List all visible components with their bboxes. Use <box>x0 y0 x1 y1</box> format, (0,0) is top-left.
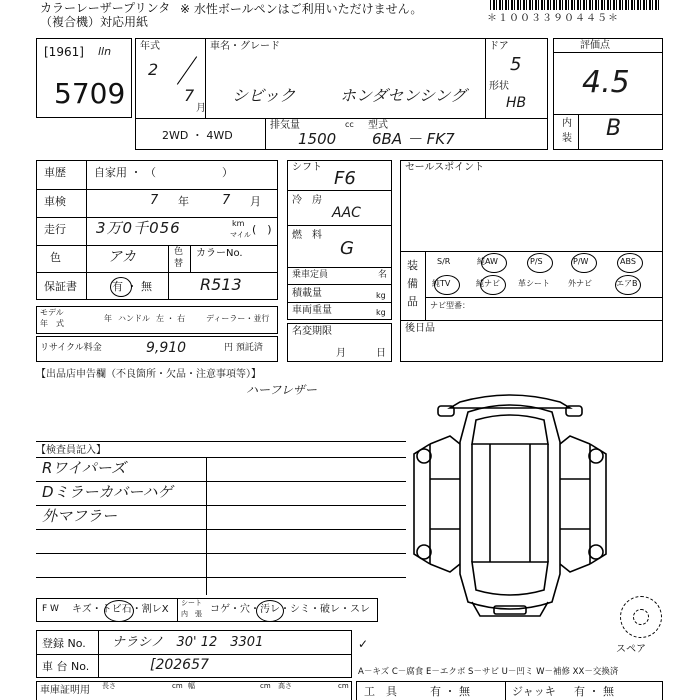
equip-leather: 革シート <box>518 279 550 288</box>
color-change-label-2: 替 <box>174 259 184 269</box>
color-label: 色 <box>50 251 61 264</box>
ac-value: AAC <box>332 205 361 221</box>
score-value: 4.5 <box>582 65 630 100</box>
interior-value: B <box>606 116 622 141</box>
equipment-label-2: 備 <box>407 277 418 290</box>
interior-label-1: 内 <box>562 118 572 129</box>
door-label: ドア <box>489 41 509 52</box>
inspector-line-3: 外マフラー <box>42 507 118 525</box>
cert-width-unit: cm <box>260 682 271 690</box>
cert-length: 長さ <box>102 682 116 690</box>
circle-pw <box>571 253 597 273</box>
interior-label-2: 装 <box>562 133 572 144</box>
cert-height: 高さ <box>278 682 292 690</box>
mileage-unit-mile: マイル <box>230 231 251 239</box>
fw-label: F W <box>42 604 59 614</box>
capacity-unit: 名 <box>378 270 388 280</box>
equip-aw: 純AW <box>477 257 498 266</box>
recycle-label: リサイクル料金 <box>40 343 102 353</box>
model-year-label-1: モデル <box>40 308 64 317</box>
lot-number: 5709 <box>54 77 126 110</box>
equip-pw: P/W <box>573 257 589 266</box>
tools-box <box>356 681 663 700</box>
year-label: 年式 <box>140 41 160 52</box>
inspector-label: 【検査員記入】 <box>36 445 106 456</box>
inspector-line-2: Dミラーカバーハゲ <box>42 483 173 501</box>
equip-ps: P/S <box>530 257 543 266</box>
displacement-label: 排気量 <box>270 120 300 131</box>
equipment-label-1: 装 <box>407 259 418 272</box>
color-no-label: カラーNo. <box>196 248 243 259</box>
equip-sr: S/R <box>437 257 451 266</box>
shift-value: F6 <box>334 168 356 189</box>
damage-legend: A－キズ C－腐食 E－エクボ S－サビ U－凹ミ W－補修 XX－交換済 <box>358 667 619 677</box>
inspection-month: 7 <box>222 193 231 208</box>
name-label: 車名・グレード <box>210 41 280 52</box>
inspection-label: 車検 <box>44 195 66 208</box>
printer-note-line2: （複合機）対応用紙 <box>40 15 149 29</box>
name-value: シビック <box>232 86 296 105</box>
door-value: 5 <box>510 54 522 75</box>
model-year-label-2: 年 式 <box>40 319 64 328</box>
navi-type-label: ナビ型番： <box>430 301 470 310</box>
expiry-label: 名変期限 <box>292 326 332 337</box>
circle-ps <box>527 253 553 273</box>
fw-value: キズ・トビ石・割レX <box>72 604 169 615</box>
seat-value: コゲ・穴・汚レ・シミ・破レ・スレ <box>210 604 370 615</box>
usage-label: 車歴 <box>44 166 66 179</box>
circle-aw <box>481 253 507 273</box>
jack-label: ジャッキ <box>512 685 556 698</box>
circle-navi <box>480 275 506 295</box>
inspection-year: 7 <box>150 193 159 208</box>
declaration-label: 【出品店申告欄（不良箇所・欠品・注意事項等）】 <box>36 369 261 380</box>
ink-notice: ※ 水性ボールペンはご利用いただけません。 <box>180 2 423 16</box>
later-date-label: 後日品 <box>405 323 435 334</box>
year-value: 2 <box>148 60 159 79</box>
equip-ext-navi: 外ナビ <box>568 279 592 288</box>
car-damage-diagram <box>410 384 620 624</box>
load-label: 積載量 <box>292 288 322 299</box>
circle-stain <box>256 600 284 622</box>
model-year-unit: 年 <box>104 314 112 323</box>
spare-label: スペア <box>616 644 646 655</box>
mileage-paren: ( ) <box>252 223 272 236</box>
mileage-value: 3万0千056 <box>96 219 181 237</box>
equipment-label-3: 品 <box>407 295 418 308</box>
lot-suffix: lln <box>98 45 112 58</box>
sales-point-label: セールスポイント <box>405 162 485 173</box>
ac-label: 冷 房 <box>292 195 322 206</box>
circle-abs <box>617 253 643 273</box>
circle-airbag <box>615 275 641 295</box>
fuel-label: 燃 料 <box>292 230 322 241</box>
cert-height-unit: cm <box>338 682 349 690</box>
model-label: 型式 <box>368 120 388 131</box>
drive-type: 2WD ・ 4WD <box>162 129 233 142</box>
lot-code: [1961] <box>44 45 84 59</box>
weight-unit: kg <box>376 308 386 317</box>
shape-label: 形状 <box>489 81 509 92</box>
declaration-note: ハーフレザー <box>246 383 317 397</box>
seat-label-2: 内 張 <box>181 610 202 618</box>
equip-navi: 純ナビ <box>476 279 500 288</box>
color-no-value: R513 <box>200 275 242 294</box>
circle-tobiishi <box>104 600 134 622</box>
inspection-month-unit: 月 <box>250 195 261 208</box>
equip-airbag: エアB <box>616 279 638 288</box>
reg-label: 登録 No. <box>42 637 86 650</box>
recycle-value: 9,910 <box>146 340 187 356</box>
month-value: 7 <box>184 86 195 105</box>
mileage-unit-km: km <box>232 219 245 228</box>
shift-label: シフト <box>292 162 322 173</box>
circle-tv <box>434 275 460 295</box>
displacement-unit: cc <box>345 120 354 129</box>
weight-label: 車両重量 <box>292 305 332 316</box>
grade-value: ホンダセンシング <box>340 86 467 105</box>
shape-value: HB <box>506 95 527 111</box>
spare-tire-hub-icon <box>633 609 649 625</box>
equip-abs: ABS <box>620 257 636 266</box>
dealer-label: ディーラー・並行 <box>206 314 270 323</box>
warranty-label: 保証書 <box>44 280 77 293</box>
fuel-value: G <box>340 238 354 259</box>
cert-width: 幅 <box>188 682 195 690</box>
color-change-label-1: 色 <box>174 247 184 257</box>
warranty-value: 有 ・ 無 <box>112 280 152 293</box>
warranty-circle <box>110 277 132 297</box>
inspection-year-unit: 年 <box>178 195 189 208</box>
check-mark: ✓ <box>358 637 369 651</box>
printer-note-line1: カラーレーザープリンタ <box>40 1 171 15</box>
capacity-label: 乗車定員 <box>292 270 329 280</box>
cert-label: 車庫証明用 <box>40 685 90 696</box>
equip-tv: 純TV <box>432 279 451 288</box>
chassis-label: 車 台 No. <box>42 660 90 673</box>
tools-value: 有 ・ 無 <box>430 685 470 698</box>
displacement-value: 1500 <box>298 130 337 148</box>
jack-value: 有 ・ 無 <box>574 685 614 698</box>
handle-label: ハンドル <box>118 314 150 323</box>
month-unit: 月 <box>196 103 206 114</box>
recycle-unit: 円 預託済 <box>224 343 263 353</box>
score-label: 評価点 <box>580 40 610 51</box>
usage-value: 自家用 ・ （ ） <box>94 166 233 179</box>
barcode <box>490 0 660 10</box>
inspector-line-1: Rワイパーズ <box>42 459 126 477</box>
chassis-value: [202657 <box>150 657 209 673</box>
handle-value: 左 ・ 右 <box>156 314 186 323</box>
model-value: 6BA － FK7 <box>372 130 455 148</box>
tools-label: 工 具 <box>364 685 397 698</box>
barcode-number: ＊１００３３９０４４５＊ <box>487 13 619 24</box>
seat-label-1: シート <box>181 599 202 607</box>
expiry-day: 日 <box>376 348 386 359</box>
load-unit: kg <box>376 291 386 300</box>
mileage-label: 走行 <box>44 223 66 236</box>
expiry-month: 月 <box>336 348 346 359</box>
reg-value: ナラシノ 30' 12 3301 <box>112 635 264 650</box>
cert-length-unit: cm <box>172 682 183 690</box>
color-value: アカ <box>108 249 136 265</box>
